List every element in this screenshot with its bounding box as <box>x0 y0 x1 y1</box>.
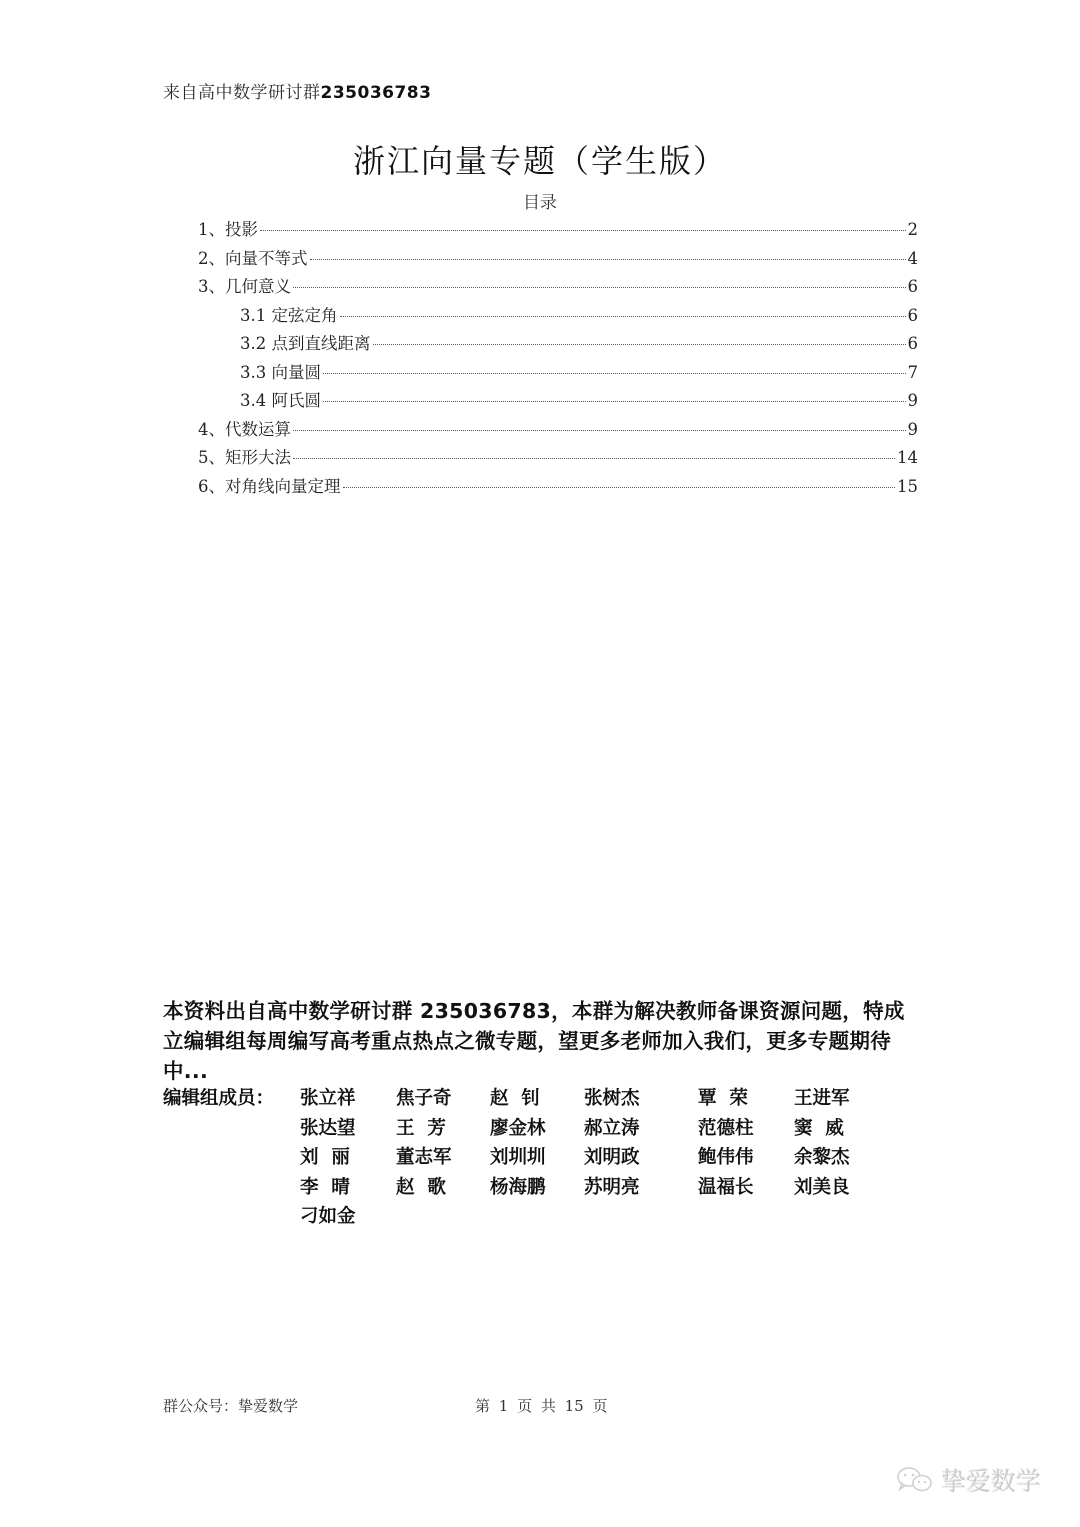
editor-name: 焦子奇 <box>396 1088 452 1109</box>
editor-name: 余黎杰 <box>794 1147 850 1168</box>
editor-name: 廖金林 <box>490 1117 546 1139</box>
toc-item-vector-inequality[interactable] <box>198 245 918 274</box>
document-title: 浙江向量专题（学生版） <box>352 142 727 180</box>
dot-leader <box>323 373 906 374</box>
editors-row <box>300 1202 920 1232</box>
editor-name: 鲍伟伟 <box>698 1147 754 1168</box>
toc-item-label: 5、矩形大法 <box>198 448 291 467</box>
toc-item-page: 6 <box>907 277 918 296</box>
editor-name: 刘美良 <box>794 1176 850 1198</box>
toc-item-label: 4、代数运算 <box>198 419 291 439</box>
toc-item-algebraic-operations[interactable] <box>198 416 918 445</box>
toc-item-vector-circle[interactable] <box>198 359 918 388</box>
watermark <box>895 1462 1041 1498</box>
editor-name: 刘明政 <box>584 1147 640 1168</box>
editor-name: 赵 歌 <box>396 1176 446 1198</box>
toc-item-label: 3.2 点到直线距离 <box>240 334 371 353</box>
toc-item-page: 9 <box>907 391 918 410</box>
toc-item-page: 2 <box>907 220 918 239</box>
editor-name: 刁如金 <box>300 1206 356 1227</box>
editor-name: 赵 钊 <box>490 1088 540 1109</box>
editors-row <box>300 1173 920 1203</box>
toc-item-label: 3、几何意义 <box>198 277 291 296</box>
dot-leader <box>293 430 906 431</box>
toc-item-point-line-distance[interactable] <box>198 330 918 359</box>
toc-item-page: 6 <box>907 334 918 353</box>
toc-item-page: 4 <box>907 248 918 268</box>
dot-leader <box>343 487 896 488</box>
toc-item-geometric-meaning[interactable] <box>198 273 918 302</box>
toc-item-rectangle-method[interactable] <box>198 444 918 473</box>
toc-item-label: 3.4 阿氏圆 <box>240 391 321 410</box>
toc-item-fixed-chord-angle[interactable] <box>198 302 918 331</box>
editor-name: 王 芳 <box>396 1117 446 1139</box>
dot-leader <box>340 316 906 317</box>
editor-name: 郝立涛 <box>584 1117 640 1139</box>
toc-item-page: 15 <box>897 476 918 496</box>
toc-item-page: 7 <box>907 362 918 382</box>
toc-item-label: 1、投影 <box>198 220 258 239</box>
dot-leader <box>260 230 906 231</box>
editor-name: 杨海鹏 <box>490 1176 546 1198</box>
watermark-text: 挚爱数学 <box>941 1467 1042 1496</box>
dot-leader <box>293 458 895 459</box>
footer-public-account: 群公众号：挚爱数学 <box>163 1397 299 1415</box>
editor-name: 刘 丽 <box>300 1147 350 1168</box>
toc-heading: 目录 <box>523 193 557 213</box>
editor-name: 刘圳圳 <box>490 1147 546 1168</box>
dot-leader <box>293 287 906 288</box>
toc-item-page: 9 <box>907 419 918 439</box>
editor-name: 温福长 <box>698 1176 754 1198</box>
notice-paragraph: 本资料出自高中数学研讨群 235036783，本群为解决教师备课资源问题，特成立编辑组每周编写高考重点热点之微专题，望更多老师加入我们，更多专题期待中... <box>163 999 905 1083</box>
wechat-icon <box>895 1465 935 1495</box>
dot-leader <box>373 344 906 345</box>
toc-item-apollonius-circle[interactable] <box>198 387 918 416</box>
group-number: 235036783 <box>320 83 432 103</box>
editor-name: 张立祥 <box>300 1088 356 1109</box>
toc-item-label: 3.3 向量圆 <box>240 362 321 382</box>
editors-label: 编辑组成员： <box>163 1088 275 1109</box>
source-prefix: 来自高中数学研讨群 <box>163 83 321 103</box>
toc-item-label: 2、向量不等式 <box>198 248 308 268</box>
toc-item-label: 3.1 定弦定角 <box>240 305 338 325</box>
editor-name: 张树杰 <box>584 1088 640 1109</box>
editor-name: 李 晴 <box>300 1176 350 1198</box>
toc-item-projection[interactable] <box>198 216 918 245</box>
toc-item-page: 14 <box>897 448 918 467</box>
dot-leader <box>323 401 906 402</box>
table-of-contents <box>198 216 918 501</box>
editors-row <box>300 1143 920 1173</box>
editors-row <box>300 1114 920 1144</box>
toc-item-label: 6、对角线向量定理 <box>198 476 341 496</box>
editor-name: 苏明亮 <box>584 1176 640 1198</box>
editor-name: 董志军 <box>396 1147 452 1168</box>
editor-name: 张达望 <box>300 1117 356 1139</box>
footer-page-info: 第 1 页 共 15 页 <box>475 1397 608 1415</box>
header-note <box>163 78 431 103</box>
toc-item-diagonal-vector-theorem[interactable] <box>198 473 918 502</box>
editor-name: 范德柱 <box>698 1117 754 1139</box>
toc-item-page: 6 <box>907 305 918 325</box>
dot-leader <box>310 259 906 260</box>
editors-row <box>300 1084 920 1114</box>
editor-name: 窦 威 <box>794 1117 844 1139</box>
editor-name: 覃 荣 <box>698 1088 748 1109</box>
editor-name: 王进军 <box>794 1088 850 1109</box>
editors-grid <box>300 1084 920 1232</box>
